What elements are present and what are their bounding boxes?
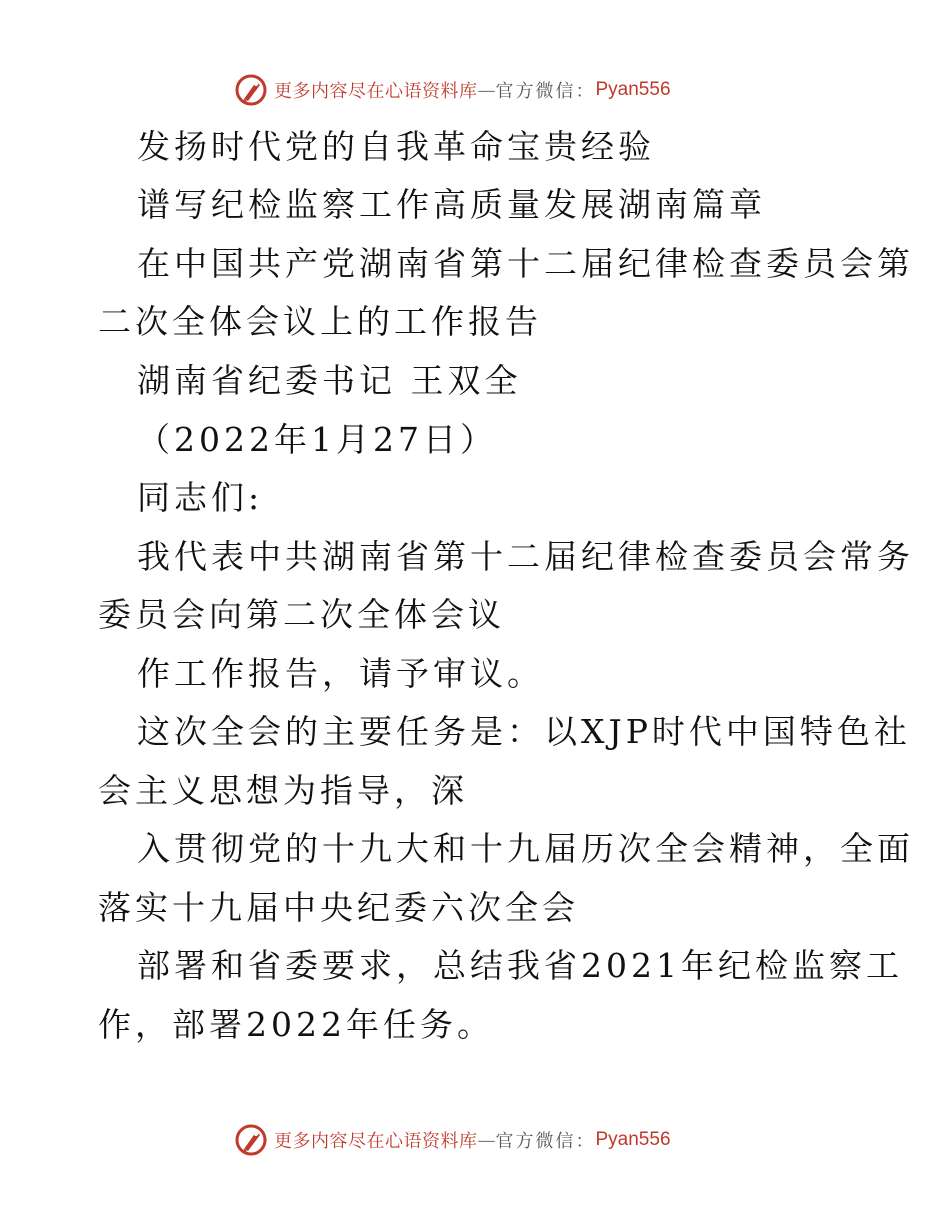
subtitle-line-1: 在中国共产党湖南省第十二届纪律检查委员会第: [137, 244, 914, 283]
paragraph-1-line-2: 委员会向第二次全体会议: [98, 595, 505, 634]
title-line-1: 发扬时代党的自我革命宝贵经验: [137, 127, 655, 166]
banner-wechat-id: Pyan556: [595, 1129, 671, 1150]
banner-wechat-label: 官方微信：: [495, 1131, 596, 1152]
salutation: 同志们:: [137, 478, 264, 517]
author-line: 湖南省纪委书记 王双全: [137, 361, 522, 400]
banner-text: 更多内容尽在心语资料库: [274, 81, 478, 102]
paragraph-3-line-2: 会主义思想为指导，深: [98, 771, 468, 810]
header-banner: [234, 73, 671, 107]
paragraph-4-line-2: 落实十九届中央纪委六次全会: [98, 888, 579, 927]
banner-wechat-label: 官方微信：: [495, 81, 596, 102]
title-line-2: 谱写纪检监察工作高质量发展湖南篇章: [137, 185, 766, 224]
paragraph-4-line-1: 入贯彻党的十九大和十九届历次全会精神，全面: [137, 829, 914, 868]
pen-logo-icon: [234, 1123, 268, 1157]
banner-text: 更多内容尽在心语资料库: [274, 1131, 478, 1152]
banner-separator: —: [477, 1129, 496, 1151]
paragraph-1-line-1: 我代表中共湖南省第十二届纪律检查委员会常务: [137, 537, 914, 576]
pen-logo-icon: [234, 73, 268, 107]
paragraph-5-line-2: 作，部署2022年任务。: [98, 1005, 494, 1044]
banner-separator: —: [477, 79, 496, 101]
footer-banner: [234, 1123, 671, 1157]
paragraph-3-line-1: 这次全会的主要任务是：以XJP时代中国特色社: [137, 712, 911, 751]
banner-wechat-id: Pyan556: [595, 79, 671, 100]
paragraph-2-line-1: 作工作报告，请予审议。: [137, 654, 544, 693]
subtitle-line-2: 二次全体会议上的工作报告: [98, 302, 542, 341]
date-line: （2022年1月27日）: [137, 420, 497, 459]
paragraph-5-line-1: 部署和省委要求，总结我省2021年纪检监察工: [137, 946, 903, 985]
